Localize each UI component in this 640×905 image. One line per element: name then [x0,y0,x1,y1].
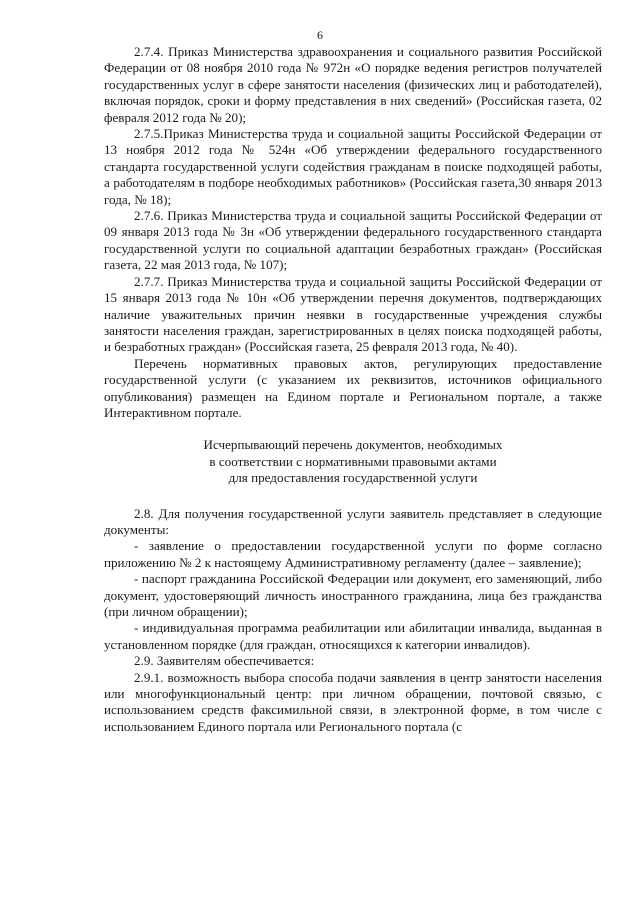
heading-line: в соответствии с нормативными правовыми актами [209,453,497,469]
paragraph-legal-acts-list: Перечень нормативных правовых актов, регулирующих предоставление государственной услуги (с указанием их реквизитов, источников официального опубликования) размещен на Едином портале и Региональном портале, а также Интерактивном портале. [104,355,602,420]
list-item-application: - заявление о предоставлении государственной услуги по форме согласно приложению № 2 к настоящему Административному регламенту (далее – заявление); [104,538,602,570]
list-item-rehab-program: - индивидуальная программа реабилитации или абилитации инвалида, выданная в установленном порядке (для граждан, относящихся к категории инвалидов). [104,620,602,652]
paragraph-2-8: 2.8. Для получения государственной услуги заявитель представляет в следующие документы: [104,505,602,537]
paragraph-2-9-1: 2.9.1. возможность выбора способа подачи заявления в центр занятости населения или многофункциональный центр: при личном обращении, почтовой связью, с использованием средств факсимильной связи, в электронной форме, в том числе с использованием Единого портала или Регионального портала (с [104,669,602,734]
paragraph-2-7-5: 2.7.5.Приказ Министерства труда и социальной защиты Российской Федерации от 13 ноября 2012 года № 524н «Об утверждении федерального государственного стандарта государственной услуги содействия гражданам в поиске подходящей работы, а работодателям в подборе необходимых работников» (Российская газета,30 января 2013 года, № 18); [104,126,602,207]
document-body [104,44,602,735]
list-item-passport: - паспорт гражданина Российской Федерации или документ, его заменяющий, либо документ, удостоверяющий личность иностранного гражданина, лица без гражданства (при личном обращении); [104,571,602,619]
heading-line: для предоставления государственной услуги [228,470,478,486]
paragraph-2-7-6: 2.7.6. Приказ Министерства труда и социальной защиты Российской Федерации от 09 января 2013 года № 3н «Об утверждении федерального государственного стандарта государственной услуги по социальной адаптации безработных граждан» (Российская газета, 22 мая 2013 года, № 107); [104,208,602,273]
section-heading [104,437,602,486]
heading-line: Исчерпывающий перечень документов, необходимых [203,437,503,453]
page-number: 6 [317,28,323,42]
paragraph-2-7-4: 2.7.4. Приказ Министерства здравоохранения и социального развития Российской Федерации от 08 ноября 2010 года № 972н «О порядке ведения регистров получателей государственных услуг в сфере занятости населения (физических лиц и работодателей), включая порядок, сроки и форму представления в них сведений» (Российская газета, 02 февраля 2012 года № 20); [104,44,602,125]
paragraph-2-9: 2.9. Заявителям обеспечивается: [134,653,315,669]
paragraph-2-7-7: 2.7.7. Приказ Министерства труда и социальной защиты Российской Федерации от 15 января 2013 года № 10н «Об утверждении перечня документов, подтверждающих наличие уважительных причин неявки в государственные учреждения службы занятости населения граждан, зарегистрированных в целях поиска подходящей работы, и безработных граждан» (Российская газета, 25 февраля 2013 года, № 40). [104,273,602,355]
